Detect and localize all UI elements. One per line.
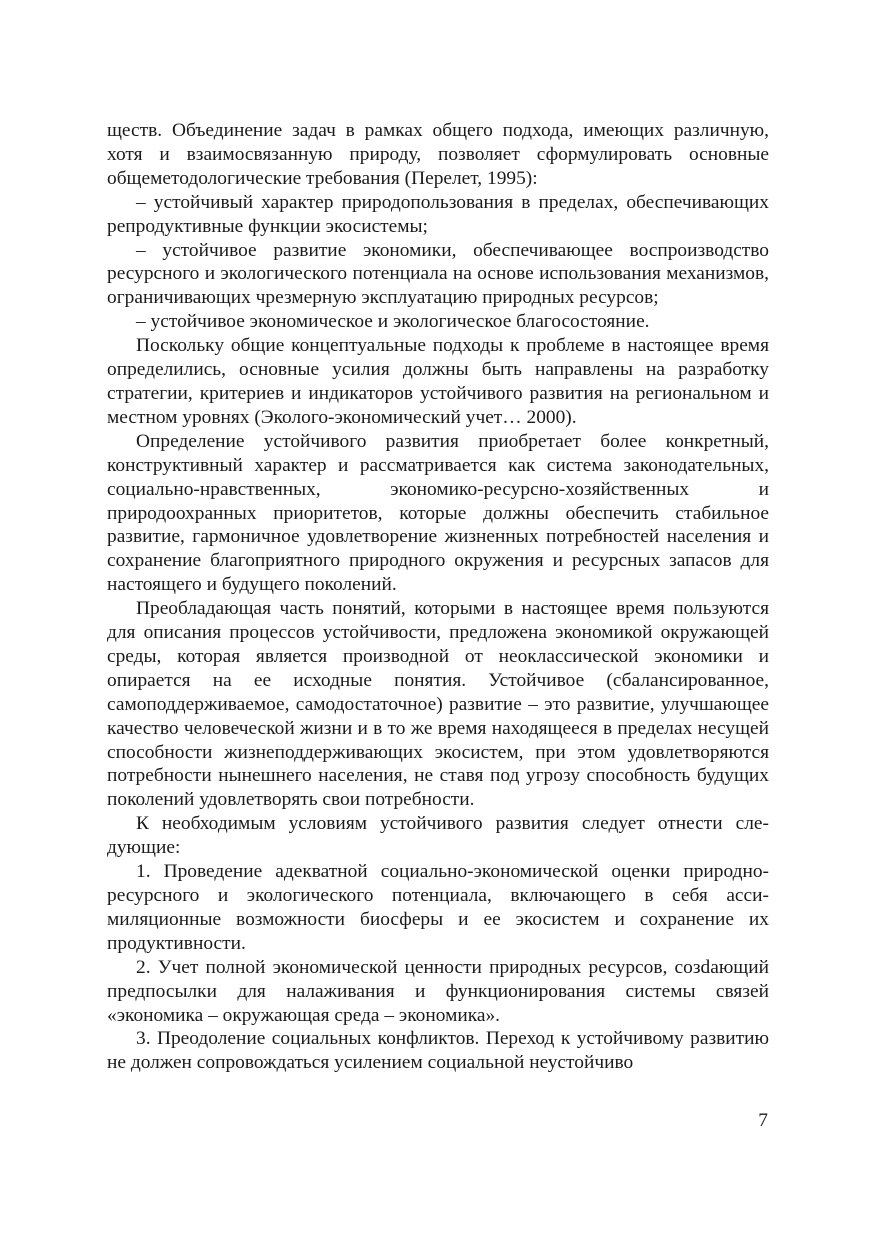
condition-item-2: 2. Учет полной экономической ценности природных ресурсов, созdающий предпосылки для налаживания и функционирования системы связей «экономика – окружающая среда – экономика». [107,956,769,1026]
list-item-sustainable-economy: – устойчивое развитие экономики, обеспечивающее воспроизводство ресурсного и экологического потенциала на основе использования механизмов, ограничивающих чрезмерную эксплуатацию природных ресурсов; [107,239,769,309]
condition-item-1: 1. Проведение адекватной социально-экономической оценки природно-ресурсного и экологического потенциала, включающего в себя ассимиляционные возможности биосферы и ее экосистем и сохранение их продуктивности. [107,861,769,954]
paragraph-definition: Определение устойчивого развития приобретает более конкретный, конструктивный характер и рассматривается как система законодательных, социально-нравственных, экономико-ресурсно-хозяйственных и природоохранных приоритетов, которые должны обеспечить стабильное развитие, гармоничное удовлетворение жизненных потребностей населения и сохранение благоприятного природного окружения и ресурсных запасов для настоящего и будущего поколений. [107,430,769,596]
list-item-sustainable-wellbeing: – устойчивое экономическое и экологическое благосостояние. [136,311,650,333]
condition-item-3: 3. Преодоление социальных конфликтов. Переход к устойчивому развитию не должен сопровождаться усилением социальной неустойчиво [107,1028,769,1074]
list-item-sustainable-nature-use: – устойчивый характер природопользования в пределах, обеспечивающих репродуктивные функции экосистемы; [107,191,769,237]
paragraph-conditions-intro: К необходимым условиям устойчивого развития следует отнести следующие: [107,813,769,859]
page-number: 7 [758,1110,768,1131]
page-body [107,119,769,1075]
paragraph-continuation: ществ. Объединение задач в рамках общего подхода, имеющих различную, хотя и взаимосвязанную природу, позволяет сформулировать основные общеметодологические требования (Перелет, 1995): [107,120,769,189]
paragraph-concepts: Преобладающая часть понятий, которыми в настоящее время пользуются для описания процессов устойчивости, предложена экономикой окружающей среды, которая является производной от неоклассической экономики и опирается на ее исходные понятия. Устойчивое (сбалансированное, самоподдерживаемое, самодостаточное) развитие – это развитие, улучшающее качество человеческой жизни и в то же время находящееся в пределах несущей способности жизнеподдерживающих экосистем, при этом удовлетворяются потребности нынешнего населения, не ставя под угрозу способность будущих поколений удовлетворять свои потребности. [107,598,769,811]
paragraph-strategy: Поскольку общие концептуальные подходы к проблеме в настоящее время определились, основные усилия должны быть направлены на разработку стратегии, критериев и индикаторов устойчивого развития на региональном и местном уровнях (Эколого-экономический учет… 2000). [107,335,769,428]
